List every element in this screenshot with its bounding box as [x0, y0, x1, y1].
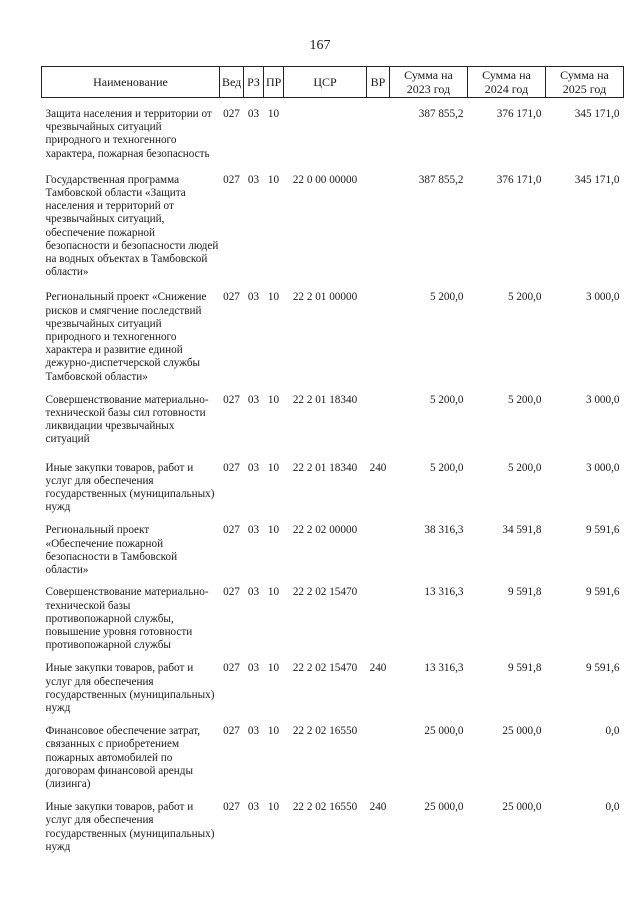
cell-rz: 03 — [247, 524, 260, 537]
row-spacer — [42, 577, 624, 586]
cell-name: Защита населения и территории от чрезвычайных ситуаций природного и техногенного характера, пожарная безопасность — [45, 108, 212, 160]
cell-sum-2024: 34 591,8 — [502, 524, 542, 537]
row-spacer — [42, 715, 624, 725]
cell-rz: 03 — [247, 586, 260, 599]
row-spacer — [42, 447, 624, 462]
budget-table — [41, 66, 624, 854]
cell-vr — [367, 725, 390, 791]
cell-rz: 03 — [247, 662, 260, 675]
cell-name: Финансовое обеспечение затрат, связанных с приобретением пожарных автомобилей по договорам финансовой аренды (лизинга) — [45, 725, 201, 790]
cell-pr: 10 — [267, 662, 280, 675]
table-header-row — [42, 67, 624, 98]
cell-csr: 22 2 01 18340 — [292, 393, 358, 406]
header-vr: ВР — [367, 67, 390, 98]
cell-sum-2023: 5 200,0 — [429, 461, 464, 474]
cell-sum-2025: 345 171,0 — [574, 108, 620, 120]
cell-sum-2023: 25 000,0 — [424, 725, 464, 738]
cell-pr: 10 — [267, 586, 280, 599]
cell-sum-2024: 376 171,0 — [496, 173, 542, 186]
header-sum-2024: Сумма на 2024 год — [468, 67, 546, 98]
cell-ved: 027 — [223, 173, 240, 186]
cell-sum-2023: 387 855,2 — [418, 173, 464, 186]
header-sum-2025: Сумма на 2025 год — [546, 67, 624, 98]
cell-pr: 10 — [267, 108, 280, 120]
cell-ved: 027 — [223, 393, 240, 406]
cell-vr — [367, 174, 390, 280]
table-row — [42, 524, 624, 577]
cell-sum-2025: 3 000,0 — [585, 461, 620, 474]
cell-sum-2025: 0,0 — [605, 725, 620, 738]
row-spacer — [42, 161, 624, 174]
row-spacer — [42, 384, 624, 394]
row-spacer — [42, 514, 624, 524]
cell-rz: 03 — [247, 393, 260, 406]
cell-rz: 03 — [247, 108, 260, 120]
cell-pr: 10 — [267, 393, 280, 406]
cell-rz: 03 — [247, 461, 260, 474]
cell-sum-2024: 25 000,0 — [502, 725, 542, 738]
table-row — [42, 174, 624, 280]
row-spacer-cell — [42, 98, 624, 109]
header-sum-2023: Сумма на 2023 год — [390, 67, 468, 98]
cell-sum-2024: 9 591,8 — [507, 662, 542, 675]
cell-ved: 027 — [223, 461, 240, 474]
row-spacer — [42, 652, 624, 662]
cell-name: Государственная программа Тамбовской области «Защита населения и территорий от чрезвычайных ситуаций, обеспечение пожарной безопасности и безопасности людей на водных объектах в Тамбовской области» — [45, 173, 219, 279]
cell-sum-2023: 5 200,0 — [429, 393, 464, 406]
cell-vr — [367, 394, 390, 447]
cell-vr — [367, 108, 390, 161]
row-spacer-cell — [42, 161, 624, 174]
cell-sum-2025: 9 591,6 — [585, 662, 620, 675]
row-spacer-cell — [42, 514, 624, 524]
cell-sum-2024: 9 591,8 — [507, 586, 542, 599]
table-body — [42, 98, 624, 854]
row-spacer-cell — [42, 447, 624, 462]
cell-name: Иные закупки товаров, работ и услуг для обеспечения государственных (муниципальных) нужд — [45, 801, 215, 853]
cell-sum-2024: 5 200,0 — [507, 393, 542, 406]
table-row — [42, 462, 624, 515]
cell-csr: 22 2 02 16550 — [292, 725, 358, 738]
cell-name: Региональный проект «Снижение рисков и смягчение последствий чрезвычайных ситуаций природного и техногенного характера и развитие единой дежурно-диспетчерской службы Тамбовской области» — [45, 291, 207, 383]
header-ved: Вед — [220, 67, 244, 98]
row-spacer-cell — [42, 791, 624, 801]
cell-csr: 22 0 00 00000 — [292, 173, 358, 186]
cell-pr: 10 — [267, 524, 280, 537]
cell-sum-2023: 13 316,3 — [424, 586, 464, 599]
cell-rz: 03 — [247, 725, 260, 738]
cell-sum-2023: 13 316,3 — [424, 662, 464, 675]
cell-sum-2024: 5 200,0 — [507, 461, 542, 474]
cell-pr: 10 — [267, 173, 280, 186]
cell-sum-2023: 5 200,0 — [429, 291, 464, 304]
cell-sum-2025: 9 591,6 — [585, 524, 620, 537]
table-row — [42, 662, 624, 715]
table-row — [42, 725, 624, 791]
cell-pr: 10 — [267, 461, 280, 474]
cell-sum-2024: 376 171,0 — [496, 108, 542, 120]
cell-vr — [367, 586, 390, 652]
row-spacer — [42, 279, 624, 291]
cell-csr: 22 2 01 18340 — [292, 461, 358, 474]
cell-csr: 22 2 02 00000 — [292, 524, 358, 537]
cell-vr — [367, 291, 390, 383]
cell-sum-2023: 387 855,2 — [418, 108, 464, 120]
cell-csr: 22 2 02 15470 — [292, 586, 358, 599]
cell-ved: 027 — [223, 725, 240, 738]
table-row — [42, 801, 624, 854]
cell-sum-2025: 3 000,0 — [585, 291, 620, 304]
cell-csr: 22 2 02 15470 — [292, 662, 358, 675]
cell-ved: 027 — [223, 524, 240, 537]
cell-vr: 240 — [369, 461, 387, 474]
cell-vr — [367, 524, 390, 577]
table-row — [42, 291, 624, 383]
cell-pr: 10 — [267, 725, 280, 738]
cell-ved: 027 — [223, 801, 240, 814]
page-number: 167 — [309, 38, 331, 53]
cell-pr: 10 — [267, 291, 280, 304]
cell-vr: 240 — [369, 662, 387, 675]
table-row — [42, 586, 624, 652]
cell-rz: 03 — [247, 801, 260, 814]
cell-ved: 027 — [223, 291, 240, 304]
cell-vr: 240 — [369, 801, 387, 814]
cell-ved: 027 — [223, 586, 240, 599]
cell-sum-2024: 25 000,0 — [502, 801, 542, 814]
cell-sum-2023: 38 316,3 — [424, 524, 464, 537]
row-spacer — [42, 98, 624, 109]
header-rz: РЗ — [244, 67, 264, 98]
cell-name: Совершенствование материально-технической базы сил готовности ликвидации чрезвычайных ситуаций — [45, 393, 209, 446]
cell-sum-2025: 9 591,6 — [585, 586, 620, 599]
cell-sum-2025: 0,0 — [605, 801, 620, 814]
cell-name: Иные закупки товаров, работ и услуг для обеспечения государственных (муниципальных) нужд — [45, 461, 215, 514]
row-spacer-cell — [42, 715, 624, 725]
cell-csr: 22 2 01 00000 — [292, 291, 358, 304]
cell-ved: 027 — [223, 662, 240, 675]
cell-csr — [284, 108, 367, 161]
cell-ved: 027 — [223, 108, 240, 120]
cell-sum-2024: 5 200,0 — [507, 291, 542, 304]
cell-csr: 22 2 02 16550 — [292, 801, 358, 814]
cell-name: Региональный проект «Обеспечение пожарной безопасности в Тамбовской области» — [45, 524, 178, 577]
row-spacer-cell — [42, 384, 624, 394]
cell-sum-2025: 3 000,0 — [585, 393, 620, 406]
cell-rz: 03 — [247, 291, 260, 304]
header-name: Наименование — [42, 67, 220, 98]
cell-name: Иные закупки товаров, работ и услуг для обеспечения государственных (муниципальных) нужд — [45, 662, 215, 714]
header-csr: ЦСР — [284, 67, 367, 98]
cell-pr: 10 — [267, 801, 280, 814]
cell-sum-2025: 345 171,0 — [574, 173, 620, 186]
table-row — [42, 394, 624, 447]
row-spacer-cell — [42, 279, 624, 291]
row-spacer-cell — [42, 652, 624, 662]
row-spacer — [42, 791, 624, 801]
header-pr: ПР — [264, 67, 284, 98]
row-spacer-cell — [42, 577, 624, 586]
cell-name: Совершенствование материально-технической базы противопожарной службы, повышение уровня готовности противопожарной службы — [45, 586, 209, 652]
cell-rz: 03 — [247, 173, 260, 186]
cell-sum-2023: 25 000,0 — [424, 801, 464, 814]
table-row — [42, 108, 624, 161]
